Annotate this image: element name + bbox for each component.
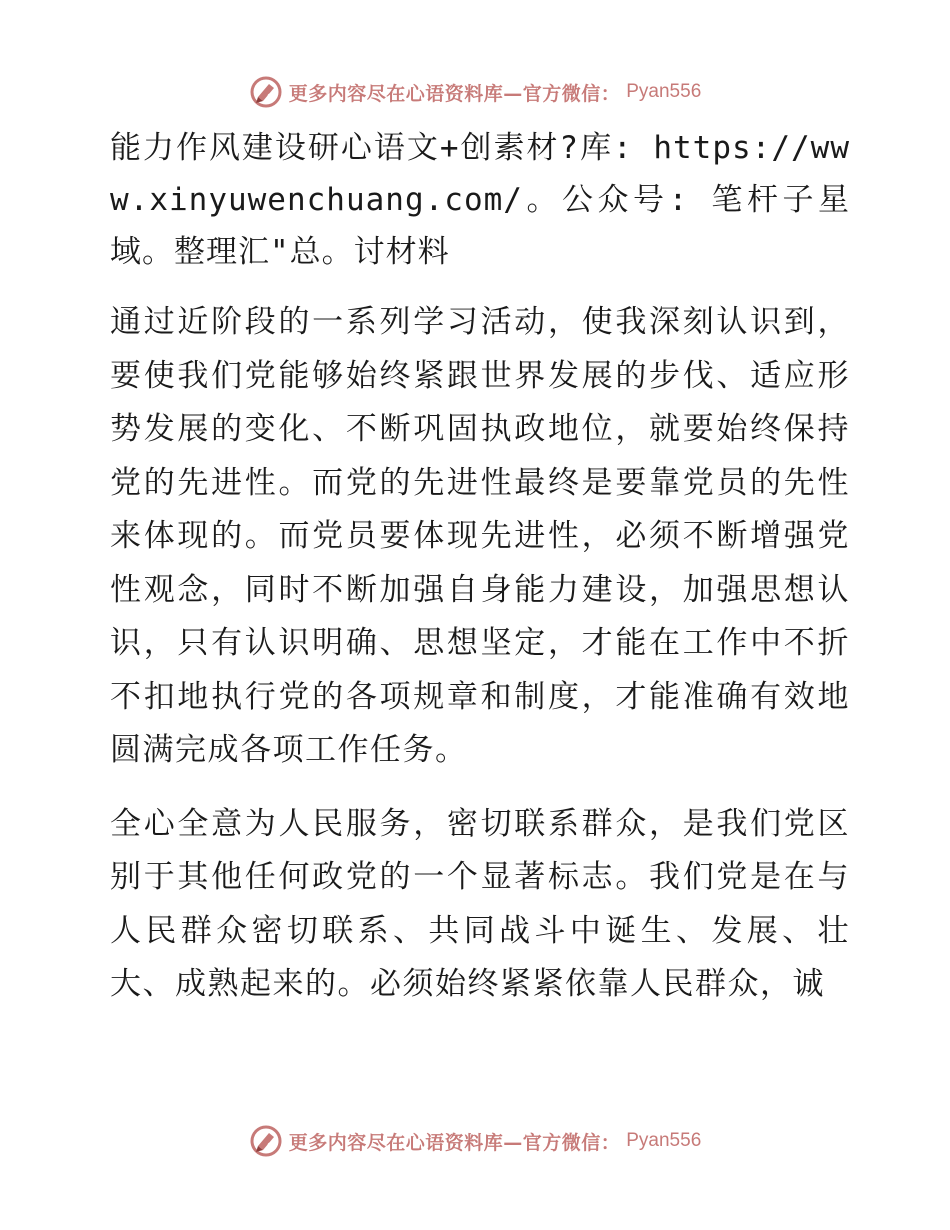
header-banner-text: 更多内容尽在心语资料库—官方微信： xyxy=(288,82,621,105)
footer-banner-text: 更多内容尽在心语资料库—官方微信： xyxy=(288,1131,621,1154)
pen-logo-icon xyxy=(249,1124,283,1158)
footer-banner xyxy=(0,1121,950,1161)
body-paragraph-1: 通过近阶段的一系列学习活动，使我深刻认识到，要使我们党能够始终紧跟世界发展的步伐、适应形势发展的变化、不断巩固执政地位，就要始终保持党的先进性。而党的先进性最终是要靠党员的先性来体现的。而党员要体现先进性，必须不断增强党性观念，同时不断加强自身能力建设，加强思想认识，只有认识明确、思想坚定，才能在工作中不折不扣地执行党的各项规章和制度，才能准确有效地圆满完成各项工作任务。 xyxy=(110,304,850,768)
intro-paragraph: 能力作风建设研心语文+创素材?库: https://www.xinyuwenchuang.com/。公众号: 笔杆子星域。整理汇"总。讨材料 xyxy=(110,130,850,270)
header-banner xyxy=(0,72,950,112)
pen-logo-icon xyxy=(249,75,283,109)
body-paragraph-2: 全心全意为人民服务，密切联系群众，是我们党区别于其他任何政党的一个显著标志。我们党是在与人民群众密切联系、共同战斗中诞生、发展、壮大、成熟起来的。必须始终紧紧依靠人民群众，诚 xyxy=(110,805,850,1002)
document-body xyxy=(98,122,850,1012)
footer-banner-wechat-id: Pyan556 xyxy=(626,1130,702,1151)
header-banner-wechat-id: Pyan556 xyxy=(626,81,702,102)
